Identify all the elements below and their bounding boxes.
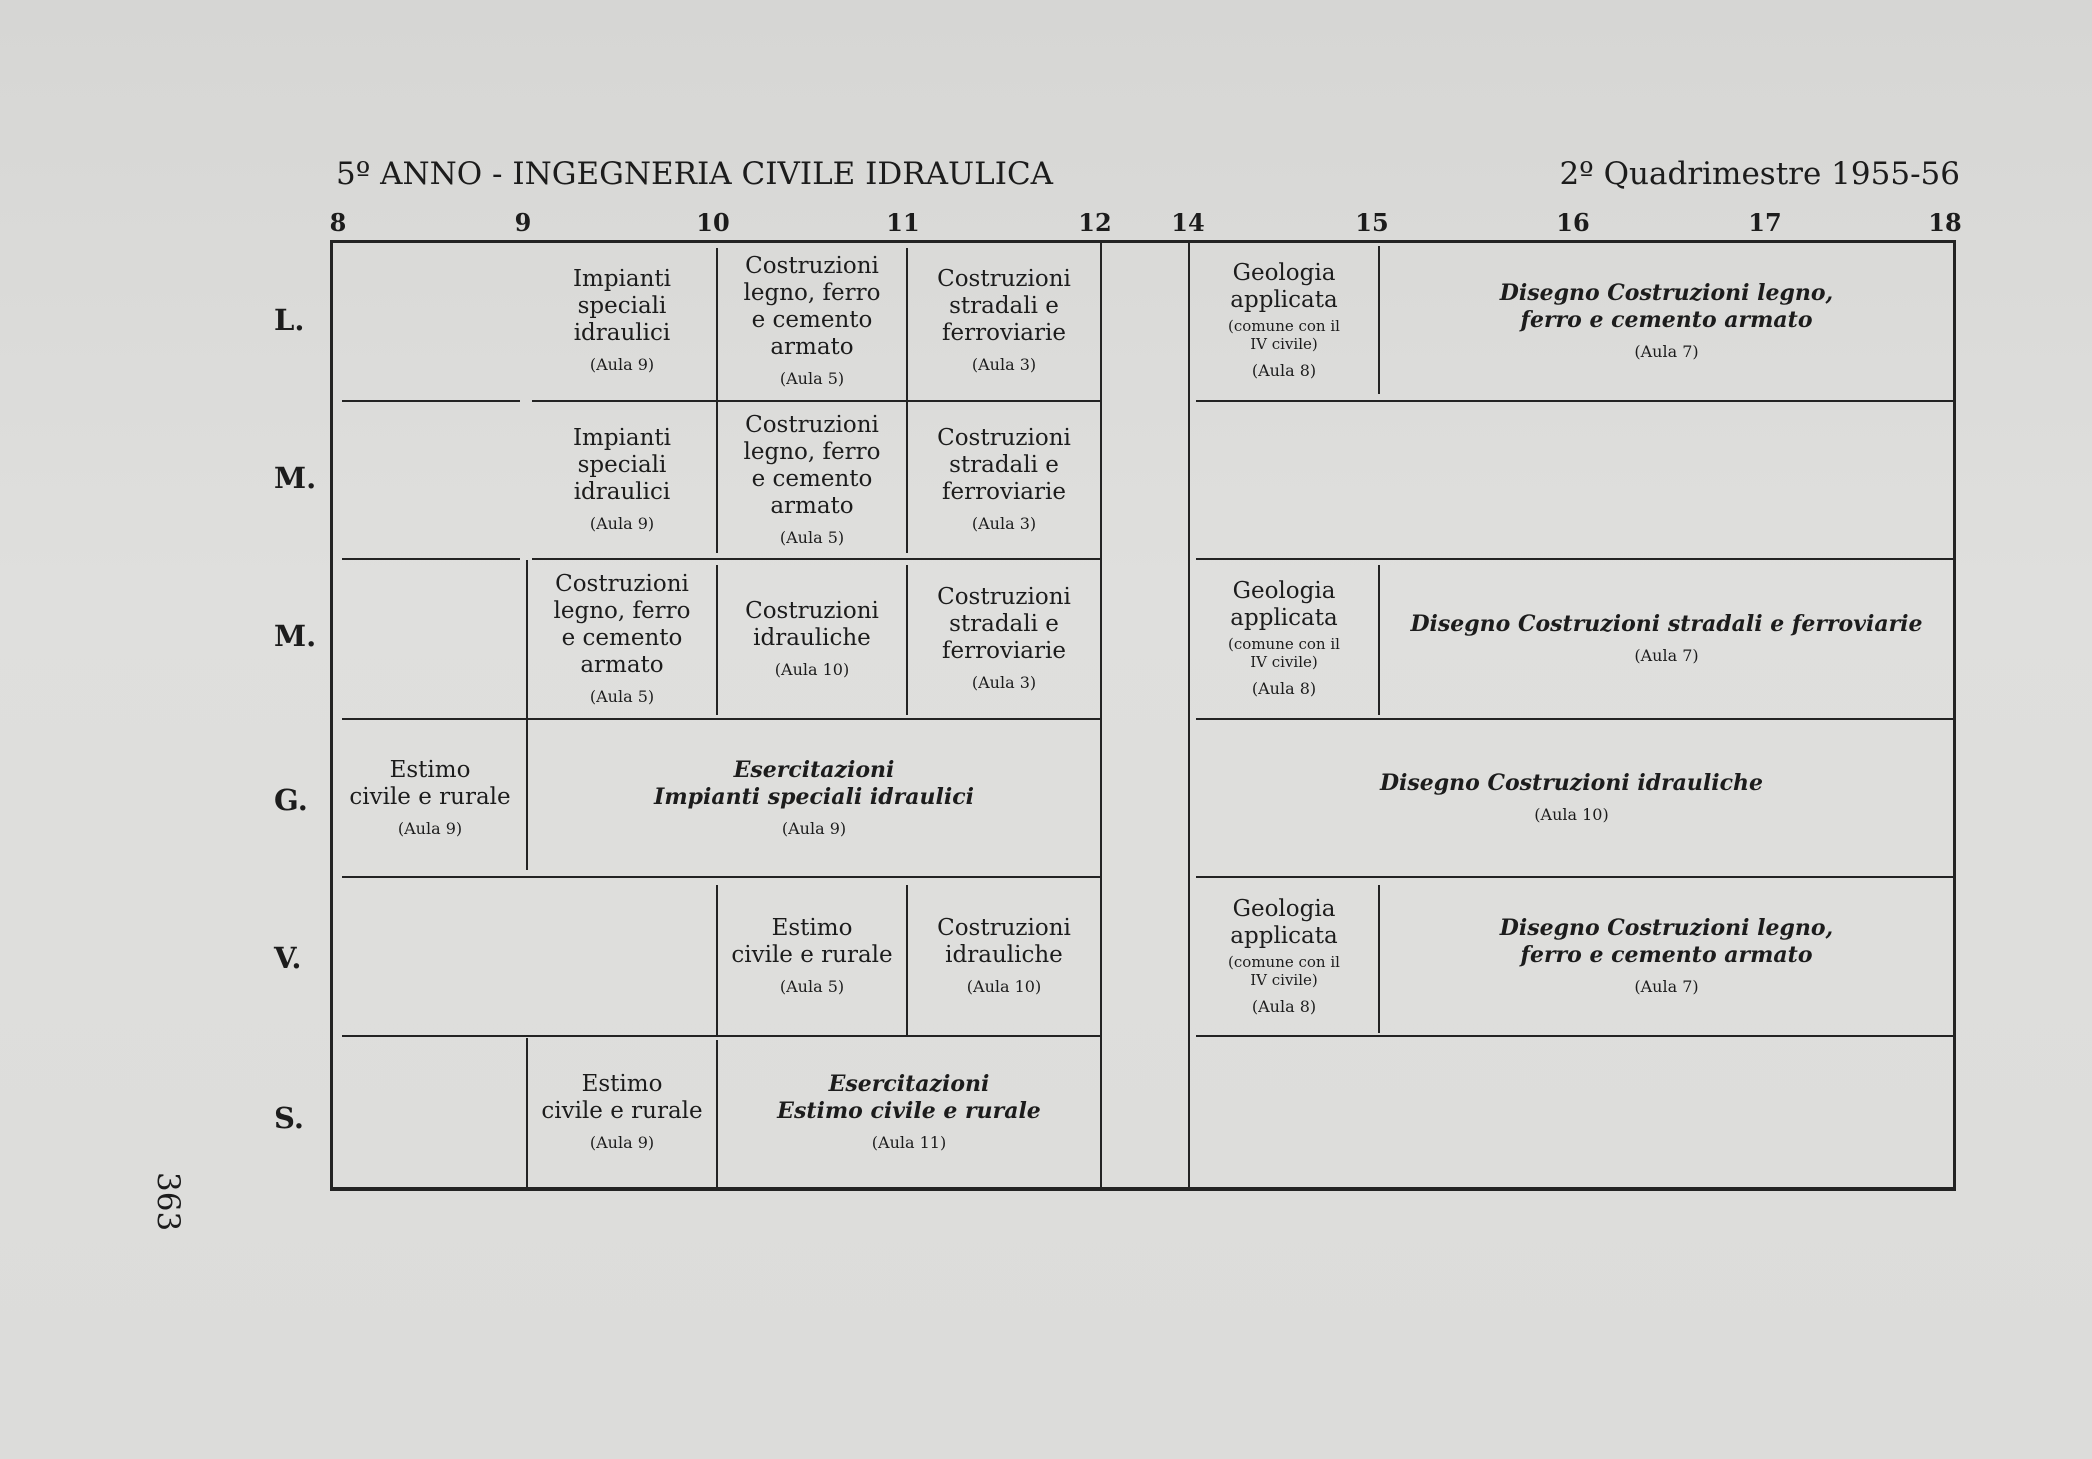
class-cell bbox=[1380, 876, 1953, 1035]
subject-name: Disegno Costruzioni legno, ferro e cemento armato bbox=[1499, 915, 1834, 968]
course-note: (comune con il IV civile) bbox=[1228, 635, 1340, 671]
subject-name: Costruzioni stradali e ferroviarie bbox=[937, 266, 1071, 346]
subject-name: Esercitazioni Estimo civile e rurale bbox=[777, 1070, 1041, 1124]
subject-name: Costruzioni legno, ferro e cemento armato bbox=[743, 252, 881, 360]
grid-line bbox=[342, 558, 520, 560]
hour-label: 11 bbox=[886, 208, 920, 237]
room-label: (Aula 7) bbox=[1634, 646, 1699, 665]
subject-name: Geologia applicata bbox=[1230, 895, 1338, 949]
subject-name: Costruzioni idrauliche bbox=[937, 915, 1071, 968]
class-cell bbox=[908, 558, 1100, 718]
subject-name: Impianti speciali idraulici bbox=[572, 266, 672, 346]
hour-label: 18 bbox=[1928, 208, 1962, 237]
subject-name: Costruzioni idrauliche bbox=[745, 597, 879, 651]
class-cell bbox=[908, 400, 1100, 558]
room-label: (Aula 10) bbox=[774, 659, 850, 679]
subject-name: Geologia applicata bbox=[1230, 260, 1338, 313]
grid-line bbox=[1196, 1035, 1953, 1037]
subject-name: Costruzioni stradali e ferroviarie bbox=[937, 584, 1071, 664]
day-label-mercoledi: M. bbox=[274, 619, 317, 653]
hour-label: 17 bbox=[1748, 208, 1782, 237]
room-label: (Aula 8) bbox=[1251, 679, 1317, 698]
class-cell bbox=[1190, 718, 1953, 876]
class-cell bbox=[1190, 558, 1378, 718]
subject-name: Impianti speciali idraulici bbox=[572, 425, 672, 505]
course-note: (comune con il IV civile) bbox=[1228, 317, 1340, 353]
day-label-venerdi: V. bbox=[274, 941, 302, 975]
semester-label: 2º Quadrimestre 1955-56 bbox=[1559, 156, 1960, 192]
page-number: 363 bbox=[150, 1172, 186, 1232]
room-label: (Aula 9) bbox=[397, 818, 463, 838]
class-cell bbox=[1380, 240, 1953, 400]
class-cell bbox=[528, 400, 716, 558]
course-note: (comune con il IV civile) bbox=[1228, 952, 1340, 989]
class-cell bbox=[528, 1035, 716, 1187]
grid-line bbox=[342, 400, 520, 402]
hour-label: 10 bbox=[696, 208, 730, 237]
class-cell bbox=[718, 1035, 1100, 1187]
subject-name: Disegno Costruzioni idrauliche bbox=[1379, 770, 1764, 796]
hour-label: 16 bbox=[1556, 208, 1590, 237]
subject-name: Disegno Costruzioni stradali e ferroviarie bbox=[1410, 611, 1923, 637]
subject-name: Estimo civile e rurale bbox=[349, 756, 511, 810]
page-title: 5º ANNO - INGEGNERIA CIVILE IDRAULICA bbox=[336, 156, 1054, 192]
hour-label: 15 bbox=[1355, 208, 1389, 237]
hour-label: 12 bbox=[1078, 208, 1112, 237]
grid-line bbox=[1196, 400, 1953, 402]
room-label: (Aula 3) bbox=[971, 673, 1037, 692]
class-cell bbox=[718, 876, 906, 1035]
subject-name: Geologia applicata bbox=[1230, 578, 1338, 631]
subject-name: Costruzioni legno, ferro e cemento armato bbox=[553, 570, 691, 678]
subject-name: Estimo civile e rurale bbox=[541, 1070, 703, 1124]
class-cell bbox=[528, 558, 716, 718]
room-label: (Aula 5) bbox=[779, 977, 845, 996]
class-cell bbox=[334, 718, 526, 876]
subject-name: Esercitazioni Impianti speciali idraulici bbox=[654, 756, 974, 810]
day-label-martedi: M. bbox=[274, 461, 317, 495]
room-label: (Aula 10) bbox=[966, 977, 1042, 996]
room-label: (Aula 3) bbox=[971, 514, 1037, 533]
hour-label: 9 bbox=[514, 208, 532, 237]
room-label: (Aula 9) bbox=[589, 1132, 655, 1152]
room-label: (Aula 10) bbox=[1534, 805, 1609, 824]
timetable-grid bbox=[330, 240, 1956, 1190]
room-label: (Aula 3) bbox=[971, 355, 1037, 374]
grid-line bbox=[1100, 240, 1102, 1190]
grid-line bbox=[330, 240, 333, 1190]
subject-name: Costruzioni legno, ferro e cemento armato bbox=[743, 411, 881, 519]
room-label: (Aula 8) bbox=[1251, 996, 1317, 1016]
room-label: (Aula 5) bbox=[589, 686, 655, 706]
subject-name: Costruzioni stradali e ferroviarie bbox=[937, 425, 1071, 505]
class-cell bbox=[718, 240, 906, 400]
room-label: (Aula 5) bbox=[779, 527, 845, 547]
room-label: (Aula 5) bbox=[779, 368, 845, 388]
room-label: (Aula 9) bbox=[589, 514, 655, 533]
day-label-giovedi: G. bbox=[274, 783, 308, 817]
room-label: (Aula 7) bbox=[1634, 977, 1699, 996]
class-cell bbox=[1380, 558, 1953, 718]
class-cell bbox=[908, 876, 1100, 1035]
room-label: (Aula 9) bbox=[589, 355, 655, 374]
class-cell bbox=[1190, 240, 1378, 400]
room-label: (Aula 8) bbox=[1251, 361, 1317, 380]
grid-line bbox=[330, 1187, 1956, 1191]
subject-name: Estimo civile e rurale bbox=[731, 915, 893, 968]
hour-label: 8 bbox=[329, 208, 347, 237]
class-cell bbox=[1190, 876, 1378, 1035]
class-cell bbox=[908, 240, 1100, 400]
hour-label: 14 bbox=[1171, 208, 1205, 237]
day-label-sabato: S. bbox=[274, 1101, 305, 1135]
class-cell bbox=[528, 718, 1100, 876]
room-label: (Aula 9) bbox=[781, 818, 847, 838]
room-label: (Aula 11) bbox=[871, 1132, 947, 1152]
day-label-lunedi: L. bbox=[274, 303, 305, 337]
class-cell bbox=[718, 400, 906, 558]
room-label: (Aula 7) bbox=[1634, 341, 1699, 361]
class-cell bbox=[718, 558, 906, 718]
class-cell bbox=[528, 240, 716, 400]
grid-line bbox=[1953, 240, 1956, 1190]
subject-name: Disegno Costruzioni legno, ferro e cemento armato bbox=[1499, 279, 1834, 333]
